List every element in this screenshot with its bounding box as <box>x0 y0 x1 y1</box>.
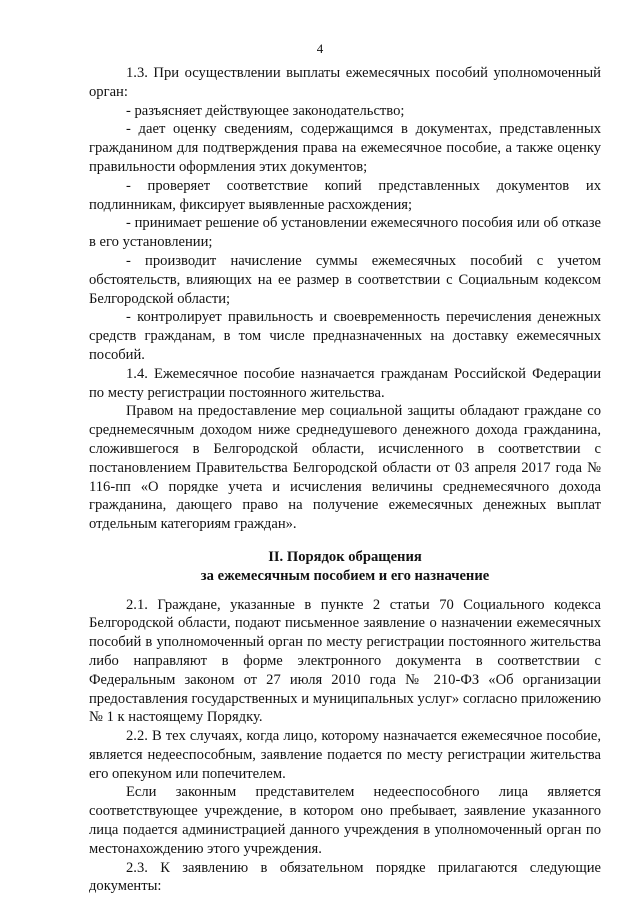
list-item: - принимает решение об установлении ежемесячного пособия или об отказе в его установлении; <box>89 215 601 251</box>
paragraph: 2.2. В тех случаях, когда лицо, которому назначается ежемесячное пособие, является недееспособным, заявление подается по месту регистрации жительства его опекуном или попечителем. <box>89 728 601 782</box>
section-heading-line-2: за ежемесячным пособием и его назначение <box>200 567 490 584</box>
paragraph: 2.1. Граждане, указанные в пункте 2 статьи 70 Социального кодекса Белгородской области, подают письменное заявление о назначении ежемесячных пособий в уполномоченный орган по месту регистрации постоянного жительства либо направляют в форме электронного документа в соответствии с Федеральным законом от 27 июля 2010 года № 210-ФЗ «Об организации предоставления государственных и муниципальных услуг» согласно приложению № 1 к настоящему Порядку. <box>89 596 601 726</box>
list-item: - дает оценку сведениям, содержащимся в документах, представленных гражданином для подтверждения права на ежемесячное пособие, а также оценку правильности оформления этих документов; <box>89 121 601 175</box>
list-item: - контролирует правильность и своевременность перечисления денежных средств гражданам, в том числе предназначенных на доставку ежемесячных пособий. <box>89 309 601 363</box>
spacer <box>89 586 601 596</box>
document-body <box>89 64 601 896</box>
list-item: - разъясняет действующее законодательство; <box>126 102 405 119</box>
paragraph: 2.3. К заявлению в обязательном порядке прилагаются следующие документы: <box>89 859 601 895</box>
list-item: - производит начисление суммы ежемесячных пособий с учетом обстоятельств, влияющих на ее размер в соответствии с Социальным кодексом Белгородской области; <box>89 252 601 307</box>
paragraph: 1.3. При осуществлении выплаты ежемесячных пособий уполномоченный орган: <box>89 65 601 100</box>
section-heading-line-1: II. Порядок обращения <box>268 548 422 565</box>
spacer <box>89 534 601 548</box>
paragraph: 1.4. Ежемесячное пособие назначается гражданам Российской Федерации по месту регистрации постоянного жительства. <box>89 365 601 401</box>
paragraph: Если законным представителем недееспособного лица является соответствующее учреждение, в котором оно пребывает, заявление указанного лица подается администрацией данного учреждения в уполномоченный орган по местонахождению этого учреждения. <box>89 784 601 857</box>
page-number: 4 <box>316 41 324 56</box>
paragraph: Правом на предоставление мер социальной защиты обладают граждане со среднемесячным доходом ниже среднедушевого денежного дохода гражданина, сложившегося в Белгородской области, исчисленного в соответствии с постановлением Правительства Белгородской области от 03 апреля 2017 года № 116-пп «О порядке учета и исчисления величины среднемесячного дохода гражданина, дающего право на получение ежемесячных денежных выплат отдельным категориям граждан». <box>89 403 601 533</box>
list-item: - проверяет соответствие копий представленных документов их подлинникам, фиксирует выявленные расхождения; <box>89 177 601 213</box>
